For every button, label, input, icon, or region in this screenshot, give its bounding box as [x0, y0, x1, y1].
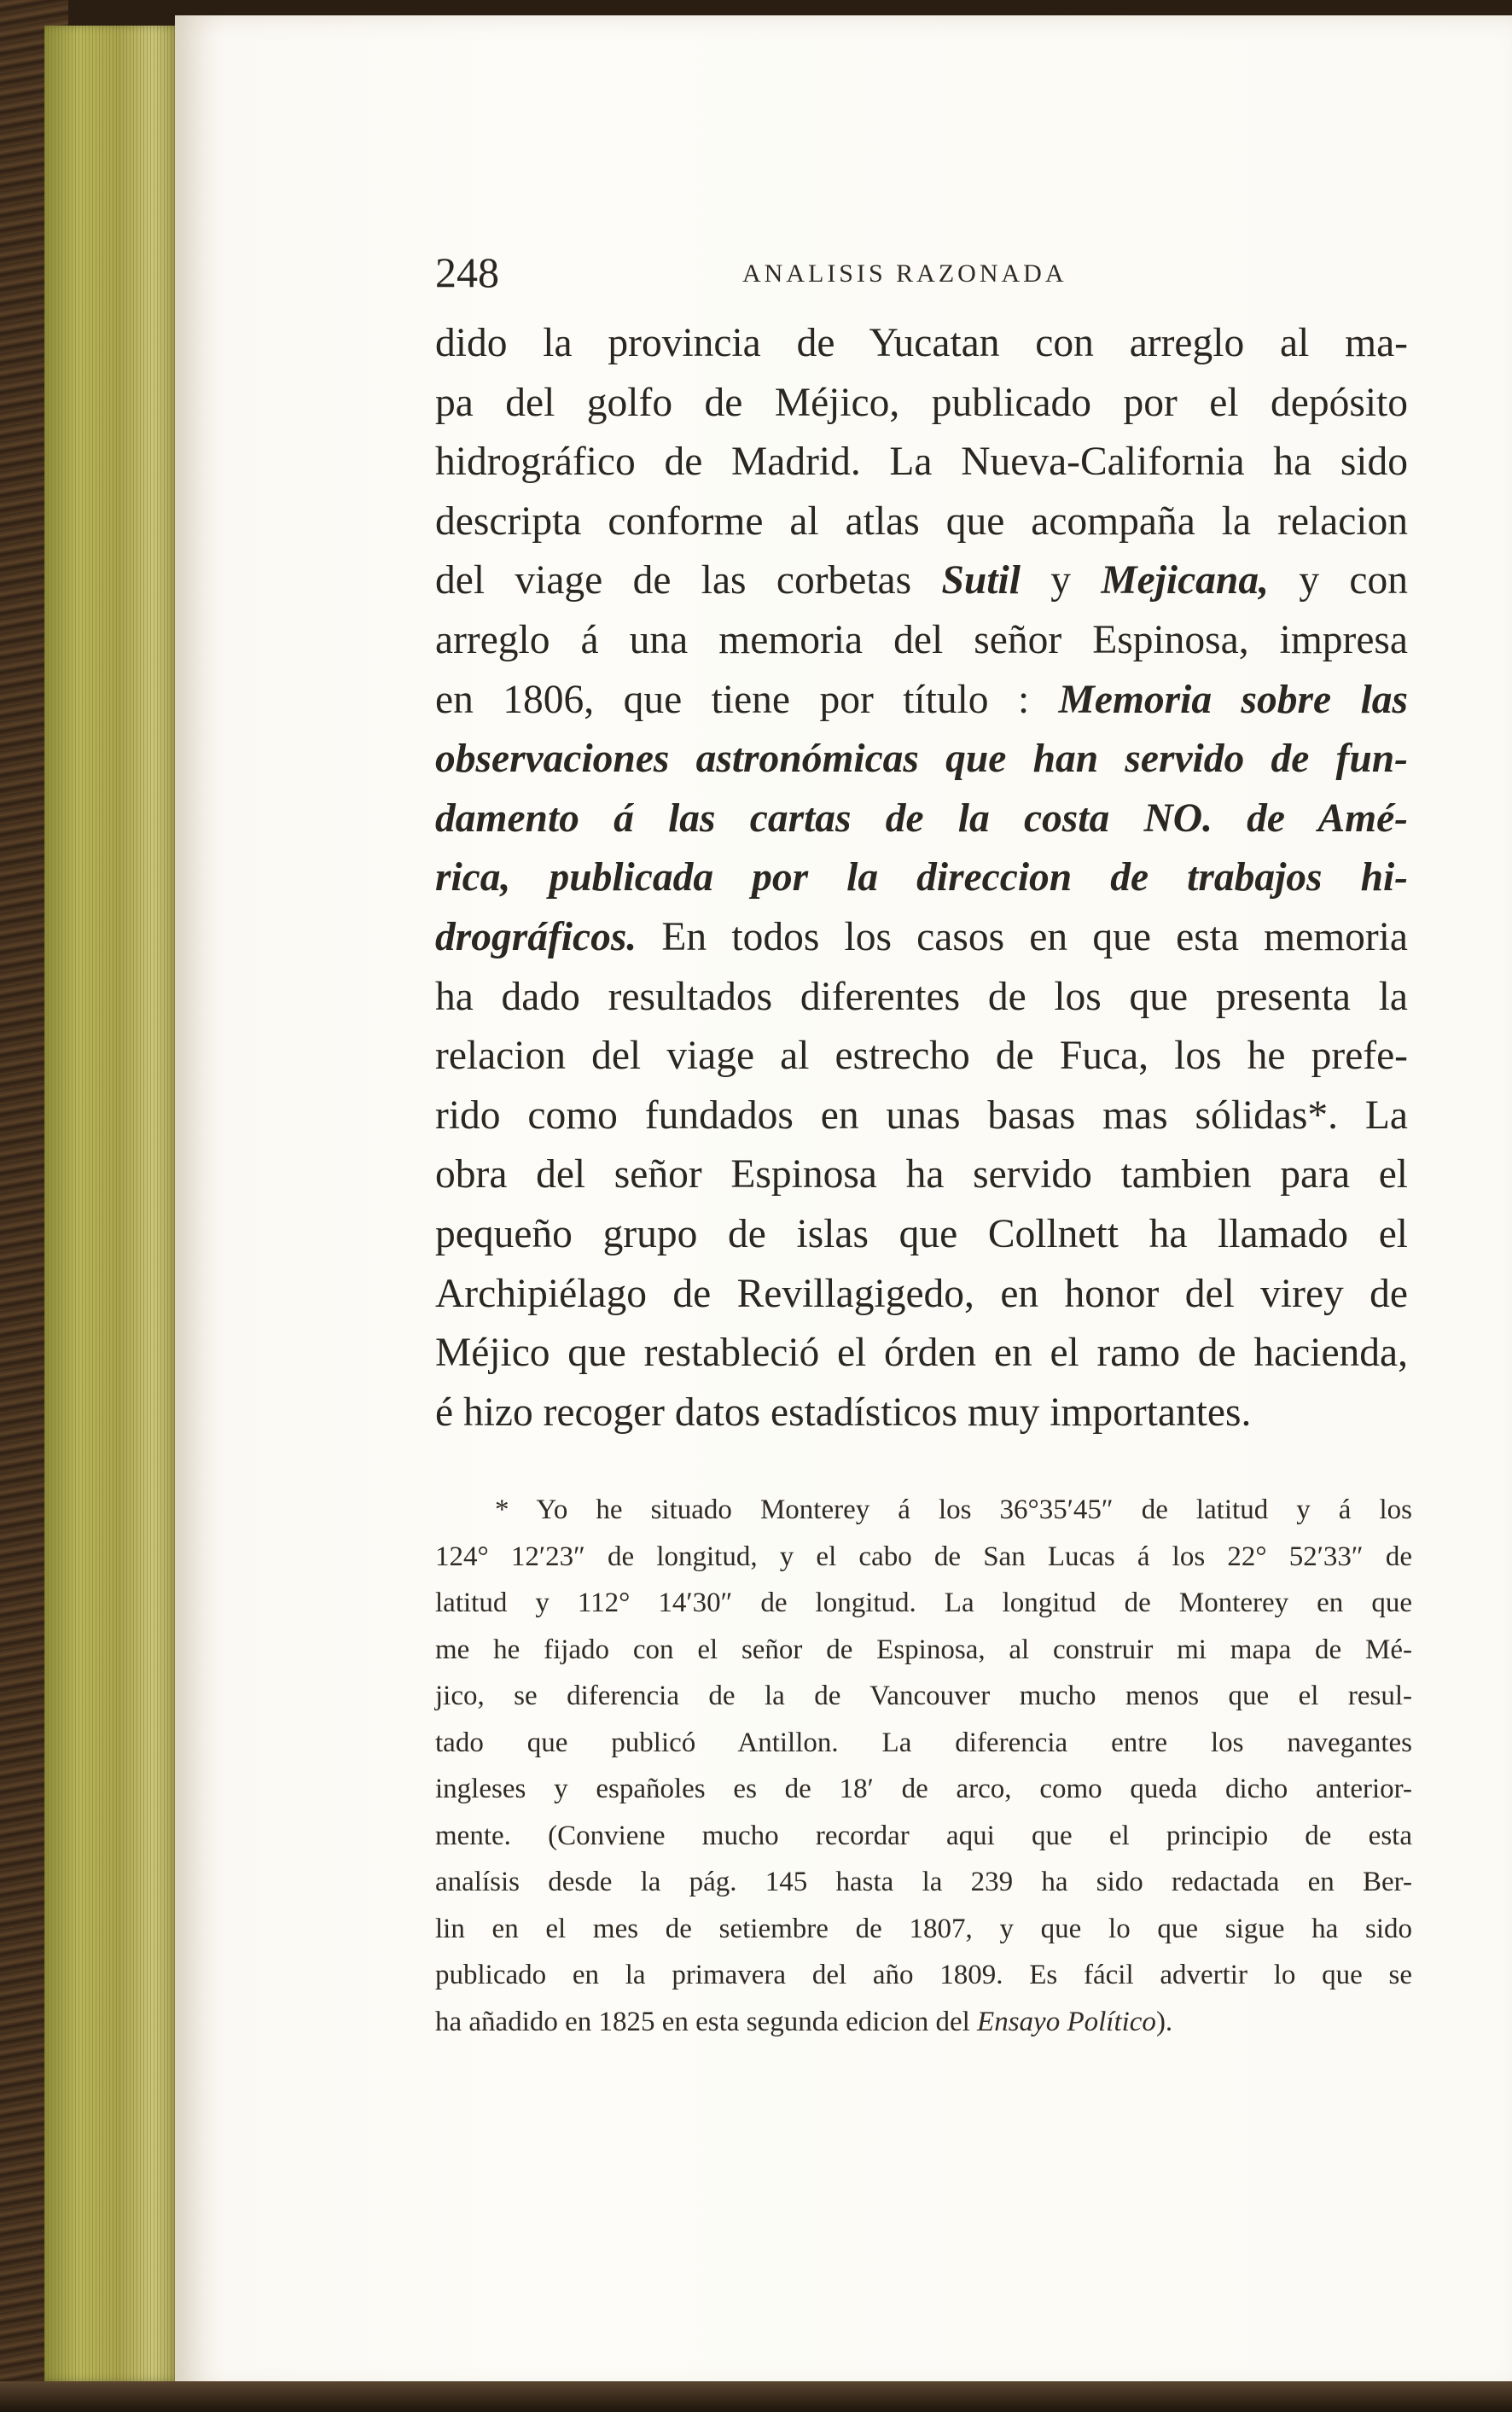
text-line — [435, 314, 1408, 374]
italic-text: rica, publicada por la direccion de trabajos hi- — [435, 855, 1408, 900]
text-run: En todos los casos en que esta memoria — [637, 914, 1408, 959]
text-line — [435, 908, 1408, 968]
text-run: ha dado resultados diferentes de los que presenta la — [435, 974, 1408, 1019]
italic-text: Memoria sobre las — [1058, 677, 1408, 722]
book-bottom-edge — [0, 2381, 1512, 2412]
text-run: 124° 12′23″ de longitud, y el cabo de San Lucas á los 22° 52′33″ de — [435, 1541, 1412, 1572]
text-run: ). — [1155, 2006, 1173, 2037]
italic-text: observaciones astronómicas que han servido de fun- — [435, 737, 1408, 782]
text-line — [435, 789, 1408, 849]
footnote-line — [435, 1627, 1412, 1674]
text-run: é hizo recoger datos estadísticos muy importantes. — [435, 1390, 1252, 1435]
text-run: * Yo he situado Monterey á los 36°35′45″ de latitud y á los — [495, 1494, 1412, 1525]
footnote-line — [435, 1766, 1412, 1813]
text-line — [435, 1145, 1408, 1205]
text-run: tado que publicó Antillon. La diferencia entre los navegantes — [435, 1727, 1412, 1758]
text-run: pequeño grupo de islas que Collnett ha llamado el — [435, 1211, 1408, 1256]
text-run: ingleses y españoles es de 18′ de arco, como queda dicho anterior- — [435, 1774, 1412, 1804]
text-line — [435, 1324, 1408, 1384]
footnote-line — [435, 1813, 1412, 1860]
footnote-line — [435, 1999, 1412, 2046]
footnote-line — [435, 1720, 1412, 1767]
text-line — [435, 611, 1408, 671]
text-run: publicado en la primavera del año 1809. Es fácil advertir lo que se — [435, 1960, 1412, 1990]
text-run: analísis desde la pág. 145 hasta la 239 ha sido redactada en Ber- — [435, 1867, 1412, 1897]
text-line — [435, 1384, 1408, 1443]
italic-text: damento á las cartas de la costa NO. de Amé- — [435, 795, 1408, 841]
main-text — [435, 314, 1408, 1442]
text-line — [435, 1087, 1408, 1146]
page-header — [435, 248, 1416, 299]
page-number: 248 — [435, 248, 499, 296]
footnote-line — [435, 1487, 1412, 1534]
text-run: mente. (Conviene mucho recordar aqui que el principio de esta — [435, 1820, 1412, 1851]
italic-text: Mejicana, — [1101, 558, 1269, 603]
text-line — [435, 968, 1408, 1028]
footnote-line — [435, 1534, 1412, 1581]
text-line — [435, 730, 1408, 789]
text-run: del viage de las corbetas — [435, 558, 942, 603]
text-run: me he fijado con el señor de Espinosa, al construir mi mapa de Mé- — [435, 1634, 1412, 1665]
text-line — [435, 671, 1408, 731]
text-run: arreglo á una memoria del señor Espinosa, impresa — [435, 617, 1408, 662]
gilt-page-edges — [44, 26, 181, 2381]
text-run: pa del golfo de Méjico, publicado por el depósito — [435, 380, 1408, 425]
text-run: obra del señor Espinosa ha servido tambien para el — [435, 1152, 1408, 1197]
footnote-line — [435, 1580, 1412, 1627]
text-line — [435, 1205, 1408, 1265]
footnote-line — [435, 1859, 1412, 1906]
italic-text: Sutil — [941, 558, 1021, 603]
text-run: hidrográfico de Madrid. La Nueva-California ha sido — [435, 440, 1408, 485]
text-run: jico, se diferencia de la de Vancouver mucho menos que el resul- — [435, 1681, 1412, 1711]
text-run: Archipiélago de Revillagigedo, en honor del virey de — [435, 1271, 1408, 1316]
text-line — [435, 1265, 1408, 1325]
text-run: y — [1020, 558, 1102, 603]
text-run: descripta conforme al atlas que acompaña la relacion — [435, 498, 1408, 544]
text-line — [435, 492, 1408, 552]
text-run: y con — [1268, 558, 1408, 603]
text-line — [435, 848, 1408, 908]
text-line — [435, 433, 1408, 492]
text-run: en 1806, que tiene por título : — [435, 677, 1059, 722]
text-line — [435, 551, 1408, 611]
italic-text: drográficos. — [435, 914, 637, 959]
text-run: rido como fundados en unas basas mas sólidas*. La — [435, 1092, 1408, 1138]
text-run: Méjico que restableció el órden en el ramo de hacienda, — [435, 1331, 1408, 1376]
text-run: ha añadido en 1825 en esta segunda edicion del — [435, 2006, 978, 2037]
text-line — [435, 1027, 1408, 1087]
text-run: relacion del viage al estrecho de Fuca, los he prefe- — [435, 1034, 1408, 1079]
text-line — [435, 374, 1408, 434]
text-run: dido la provincia de Yucatan con arreglo al ma- — [435, 321, 1408, 365]
italic-text: Ensayo Político — [977, 2006, 1156, 2037]
footnote — [435, 1487, 1412, 2045]
text-run: lin en el mes de setiembre de 1807, y que lo que sigue ha sido — [435, 1913, 1412, 1944]
footnote-line — [435, 1952, 1412, 1999]
footnote-line — [435, 1673, 1412, 1720]
running-head: ANALISIS RAZONADA — [742, 259, 1067, 288]
footnote-line — [435, 1906, 1412, 1953]
text-run: latitud y 112° 14′30″ de longitud. La longitud de Monterey en que — [435, 1588, 1412, 1618]
